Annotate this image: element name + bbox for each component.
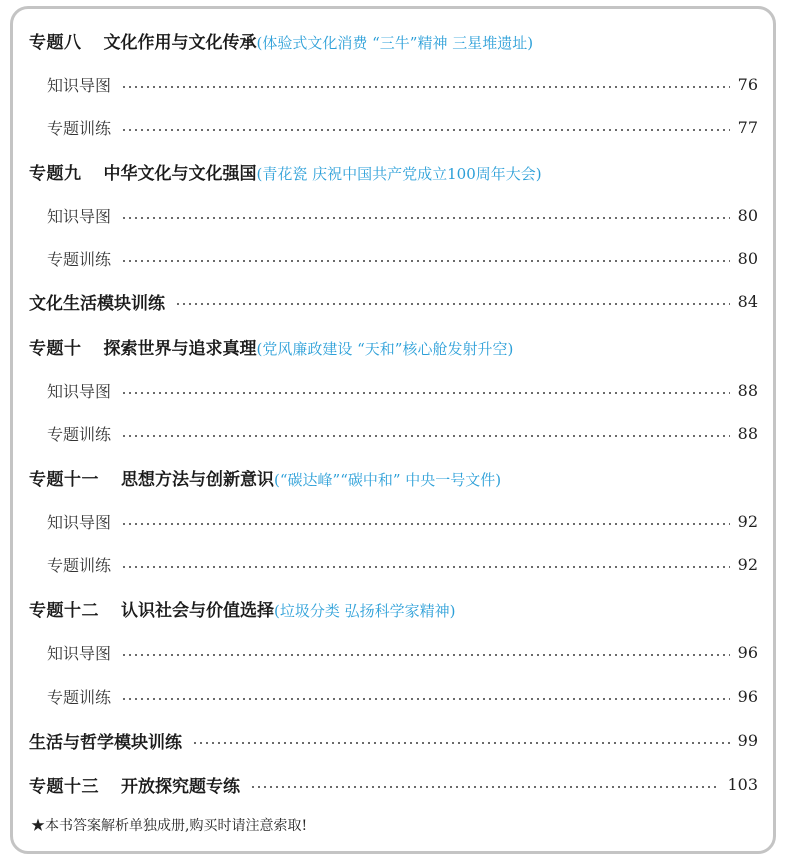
section-number: 专题十三	[29, 776, 99, 797]
toc-module-culture[interactable]	[0, 288, 790, 314]
entry-label: 专题训练	[47, 424, 112, 444]
dot-leader	[121, 129, 730, 131]
page-number: 80	[737, 205, 758, 225]
entry-label: 专题训练	[47, 249, 112, 269]
entry-label: 知识导图	[47, 381, 112, 401]
section-number: 专题十二	[29, 600, 99, 621]
section-note: (党风廉政建设 “天和”核心舱发射升空)	[256, 339, 514, 358]
entry-label: 知识导图	[47, 206, 112, 226]
page-number: 103	[727, 774, 758, 794]
section-title: 探索世界与追求真理	[103, 338, 257, 359]
section-note: (青花瓷 庆祝中国共产党成立100周年大会)	[256, 164, 542, 183]
section-note: (体验式文化消费 “三牛”精神 三星堆遗址)	[256, 33, 534, 52]
toc-entry[interactable]	[0, 245, 790, 271]
toc-entry[interactable]	[0, 114, 790, 140]
entry-label: 专题训练	[47, 555, 112, 575]
dot-leader	[121, 260, 730, 262]
toc-section-12[interactable]	[0, 595, 790, 621]
toc-entry[interactable]	[0, 420, 790, 446]
page-number: 80	[737, 248, 758, 268]
dot-leader	[121, 435, 730, 437]
module-title: 文化生活模块训练	[29, 293, 165, 314]
toc-entry[interactable]	[0, 683, 790, 709]
toc-entry[interactable]	[0, 71, 790, 97]
page-number: 76	[737, 74, 758, 94]
entry-label: 专题训练	[47, 687, 112, 707]
toc-entry[interactable]	[0, 639, 790, 665]
dot-leader	[250, 786, 719, 788]
page-number: 84	[737, 291, 758, 311]
dot-leader	[121, 566, 730, 568]
section-title: 文化作用与文化传承	[103, 32, 257, 53]
section-number: 专题九	[29, 163, 82, 184]
entry-label: 知识导图	[47, 643, 112, 663]
page-number: 88	[737, 380, 758, 400]
section-title: 开放探究题专练	[121, 776, 240, 797]
toc-entry[interactable]	[0, 202, 790, 228]
toc-section-13[interactable]	[0, 771, 790, 797]
toc-module-philosophy[interactable]	[0, 727, 790, 753]
entry-label: 知识导图	[47, 75, 112, 95]
dot-leader	[121, 86, 730, 88]
dot-leader	[121, 217, 730, 219]
toc-section-11[interactable]	[0, 464, 790, 490]
dot-leader	[175, 303, 730, 305]
section-title: 思想方法与创新意识	[121, 469, 274, 490]
section-number: 专题八	[29, 32, 82, 53]
toc-section-10[interactable]	[0, 333, 790, 359]
toc-section-9[interactable]	[0, 158, 790, 184]
section-title: 认识社会与价值选择	[121, 600, 274, 621]
section-number: 专题十一	[29, 469, 99, 490]
toc-entry[interactable]	[0, 551, 790, 577]
toc-section-8[interactable]	[0, 27, 790, 53]
page-number: 92	[737, 511, 758, 531]
page-number: 96	[737, 642, 758, 662]
page-number: 96	[737, 686, 758, 706]
entry-label: 专题训练	[47, 118, 112, 138]
page-number: 88	[737, 423, 758, 443]
page-number: 92	[737, 554, 758, 574]
dot-leader	[121, 698, 730, 700]
section-note: (“碳达峰”“碳中和” 中央一号文件)	[274, 470, 502, 489]
section-note: (垃圾分类 弘扬科学家精神)	[274, 601, 456, 620]
module-title: 生活与哲学模块训练	[29, 732, 182, 753]
page-number: 99	[737, 730, 758, 750]
toc-entry[interactable]	[0, 508, 790, 534]
section-number: 专题十	[29, 338, 82, 359]
dot-leader	[192, 742, 730, 744]
section-title: 中华文化与文化强国	[103, 163, 257, 184]
dot-leader	[121, 523, 730, 525]
entry-label: 知识导图	[47, 512, 112, 532]
page-number: 77	[737, 117, 758, 137]
footnote: ★本书答案解析单独成册,购买时请注意索取!	[31, 818, 308, 834]
toc-entry[interactable]	[0, 377, 790, 403]
dot-leader	[121, 654, 730, 656]
dot-leader	[121, 392, 730, 394]
